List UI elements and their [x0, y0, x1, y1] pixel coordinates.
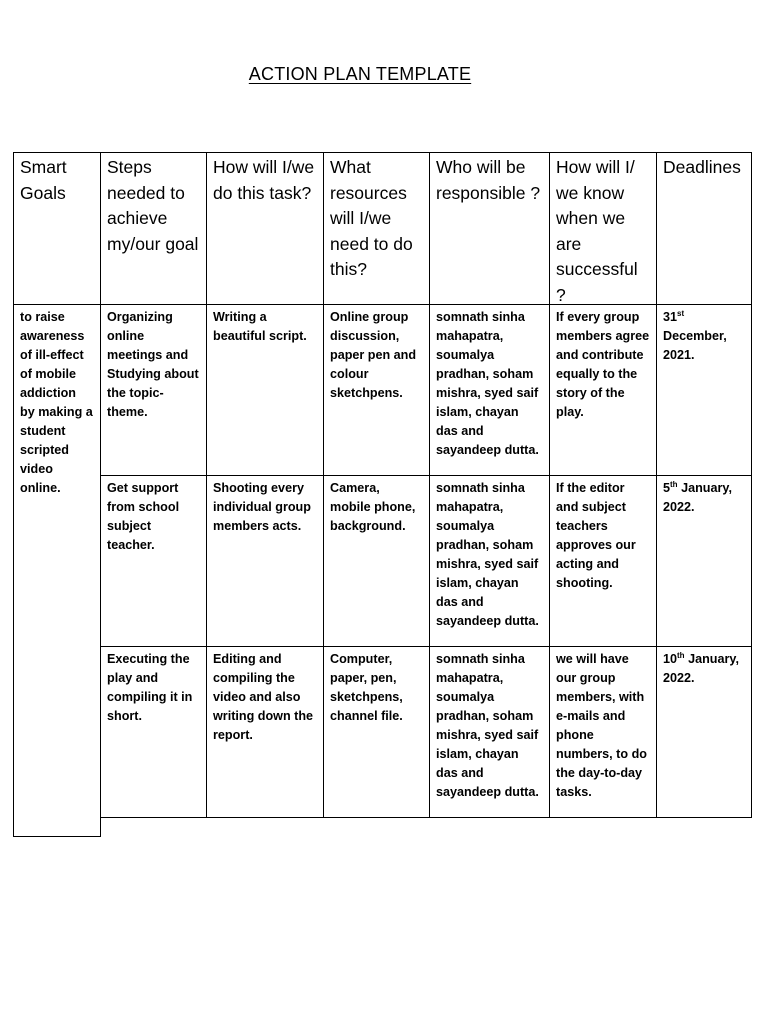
deadline-day: 5: [663, 481, 671, 495]
row3-success: we will have our group members, with e-mails and phone numbers, to do the day-to-day tasks.: [549, 646, 657, 818]
row1-success: If every group members agree and contribute equally to the story of the play.: [549, 304, 657, 476]
page-title: ACTION PLAN TEMPLATE: [248, 64, 472, 84]
row1-responsible: somnath sinha mahapatra, soumalya pradhan, soham mishra, syed saif islam, chayan das and sayandeep dutta.: [429, 304, 550, 476]
row3-deadline: [656, 646, 752, 818]
row3-step: Executing the play and compiling it in short.: [100, 646, 207, 818]
deadline-ordinal: th: [670, 479, 678, 489]
deadline-day: 10: [663, 652, 678, 666]
deadline-ordinal: th: [677, 650, 685, 660]
deadline-rest: January, 2022.: [663, 652, 739, 685]
row2-how: Shooting every individual group members acts.: [206, 475, 324, 647]
header-smart-goals: Smart Goals: [13, 152, 101, 305]
deadline-day: 31: [663, 310, 678, 324]
header-responsible: Who will be responsible ?: [429, 152, 550, 305]
row2-step: Get support from school subject teacher.: [100, 475, 207, 647]
row3-how: Editing and compiling the video and also writing down the report.: [206, 646, 324, 818]
row3-resources: Computer, paper, pen, sketchpens, channel file.: [323, 646, 430, 818]
row2-success: If the editor and subject teachers approves our acting and shooting.: [549, 475, 657, 647]
header-resources: What resources will I/we need to do this?: [323, 152, 430, 305]
header-deadlines: Deadlines: [656, 152, 752, 305]
row2-deadline: [656, 475, 752, 647]
row1-how: Writing a beautiful script.: [206, 304, 324, 476]
row3-responsible: somnath sinha mahapatra, soumalya pradhan, soham mishra, syed saif islam, chayan das and sayandeep dutta.: [429, 646, 550, 818]
header-how: How will I/we do this task?: [206, 152, 324, 305]
row1-resources: Online group discussion, paper pen and colour sketchpens.: [323, 304, 430, 476]
goal-cell: to raise awareness of ill-effect of mobile addiction by making a student scripted video online.: [13, 304, 101, 837]
row1-deadline: [656, 304, 752, 476]
row2-responsible: somnath sinha mahapatra, soumalya pradhan, soham mishra, syed saif islam, chayan das and sayandeep dutta.: [429, 475, 550, 647]
row2-resources: Camera, mobile phone, background.: [323, 475, 430, 647]
deadline-ordinal: st: [677, 308, 685, 318]
header-steps: Steps needed to achieve my/our goal: [100, 152, 207, 305]
deadline-rest: December, 2021.: [663, 329, 727, 362]
row1-step: Organizing online meetings and Studying about the topic-theme.: [100, 304, 207, 476]
header-success: How will I/ we know when we are successful ?: [549, 152, 657, 305]
deadline-rest: January, 2022.: [663, 481, 732, 514]
